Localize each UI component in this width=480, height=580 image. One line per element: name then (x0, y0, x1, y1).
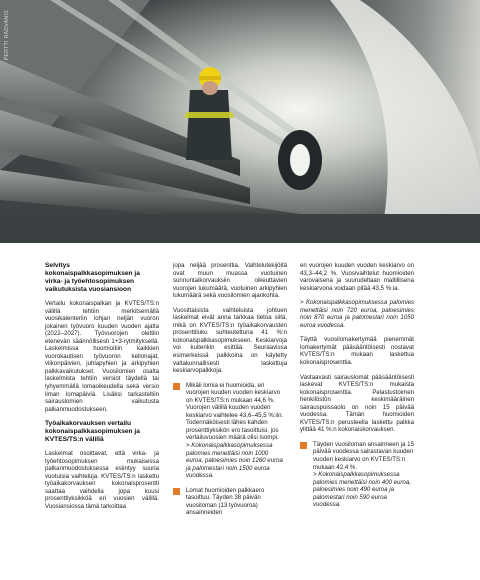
paragraph: jopa neljää prosenttia. Vaihtelutekijöitä ovat muun muassa vuotuinen sunnuntaikorvauksiin oikeuttavien vuorojen lukumäärä, vuotuinen arkipyhien lukumäärä sekä vuosilomien ajankohta. (173, 262, 287, 300)
orange-square-bullet-icon (173, 383, 180, 390)
bullet-item (173, 487, 287, 517)
paragraph-note: > Kokonaispalkkasopimuksessa palomies menettäisi noin 720 euroa, paloesimies noin 870 euroa ja palomestari noin 1050 euroa vuodessa. (300, 299, 414, 329)
bullet-item (173, 382, 287, 480)
photo-credit: PERTTI RADVANIS (4, 10, 10, 61)
section-heading: Työaikakorvauksen vertailu kokonaispalkkasopimuksen ja KVTES/TS:n välillä (45, 420, 140, 444)
bullet-note: > Kokonaispalkkasopimuksessa palomies menettäisi noin 1000 euroa, paloesimies noin 1260 euroa ja palomestari noin 1500 euroa vuodessa. (186, 442, 283, 480)
paragraph: Vertailu kokonaispalkan ja KVTES/TS:n välillä tehtiin merkitsemällä vuosikalenteriin lohjan neljän vuoron jokainen työvuoro kuuden vuoden ajalta (2022–2027). Työvuorojen olettiin etenevän säännöllisesti 1+3-rytmityksellä. Laskelmissa huomioitiin kaikkien vuorokautisen työvuoron kellonajat, viikonpäivien, juhlapyhien ja arkipyhien palkkavaikutukset. Vuosilomien osalta laskelmista tehtiin versiot täydellä tai lyhyemmällä lomaoikeudella sekä versio ilman lomapäiviä. Lisäksi tarkasteltiin sairauslomien vaikutusta palkanmuodostukseen. (45, 300, 159, 413)
bullet-text: Lomat huomioiden palkkaero tasoittuu. Täyden 38 päivän vuosiloman (13 työvuoroa) ansainneiden (186, 486, 265, 517)
paragraph: Vastaavasti sairauslomat pääsääntöisesti laskevat KVTES/TS:n mukaista kokonaisprosenttia. Pelastustoimen henkilöstön keskimääräinen sairauspoissaolo on noin 15 päivää vuodessa. Tämän huomioiden KVTES/TS:n perusteella laskettu palkka ylittää 41 %:n kokonaiskorvauksen. (300, 373, 414, 434)
article-body (0, 262, 480, 580)
bullet-item (300, 441, 414, 509)
bullet-note: > Kokonaispalkkasopimuksessa palomies menettäisi noin 400 euroa, paloesimies noin 490 euroa ja palomestari noin 590 euroa vuodessa. (313, 471, 411, 509)
orange-square-bullet-icon (173, 488, 180, 495)
column-1 (45, 262, 159, 518)
bullet-text: Täyden vuosiloman ansainneen ja 15 päivää vuodessa sairastavan kuuden vuoden keskiarvo on KVTES/TS:n mukaan 42,4 %. (313, 440, 414, 471)
bullet-text: Mikäli lomia ei huomioida, eri vuorojen kuuden vuoden keskiarvo on KVTES/TS:n mukaan 44,6 %. Vuorojen välillä kuuden vuoden keskiarvo vaihtelee 43,6–45,5 %:iin. Todennäköisesti lähes kahden prosenttiyksikön ero tasoittuisi, jos vertailuvuosien määrä olisi isompi. (186, 381, 284, 442)
column-3 (300, 262, 414, 516)
column-2 (173, 262, 287, 524)
paragraph: Täyttä vuosilomakertymää pienemmät lomakertymät pääsääntöisesti nostavat KVTES/TS:n mukaan laskettua kokonaisprosenttia. (300, 336, 414, 367)
paragraph: Laskelmat osoittavat, että virka- ja työehtosopimuksen mukaisessa palkanmuodostuksessa esiintyy suuria vuotuisia vaihteluja. KVTES/TS:n laskettu työaikakorvauksen kokonaisprosentti saattaa vaihdella jopa kuusi prosenttiyksikköä eri vuosien välillä. Vuosiansiossa tämä tarkoittaa (45, 450, 159, 511)
section-heading: Selvitys kokonaispalkkasopimuksen ja virka- ja työehtosopimuksen vaikutuksista vuosiansioon (45, 262, 140, 293)
tunnel-photo (0, 0, 480, 243)
paragraph: Vuosittaisista vaihteluista johtuen laskelmat eivät anna tarkkaa tietoa siitä, mikä on KVTES/TS:n työaikakorvausten prosenttiluku suhteutettuna 41 %:n kokonaispalkkasopimukseen. Keskiarvoja voi kuitenkin esittää. Seuraavissa esimerkeissä palkkoina on käytetty valtakunnallisesti laskettuja keskiarvopalkkoja: (173, 306, 287, 375)
paragraph: eri vuorojen kuuden vuoden keskiarvo on 43,3–44,2 %. Vuosivaihtelut huomioiden varovaisena ja suurudeltaan maltillisena keskiarvona voidaan pitää 43,5 %:ia. (300, 262, 414, 292)
orange-square-bullet-icon (300, 442, 307, 449)
